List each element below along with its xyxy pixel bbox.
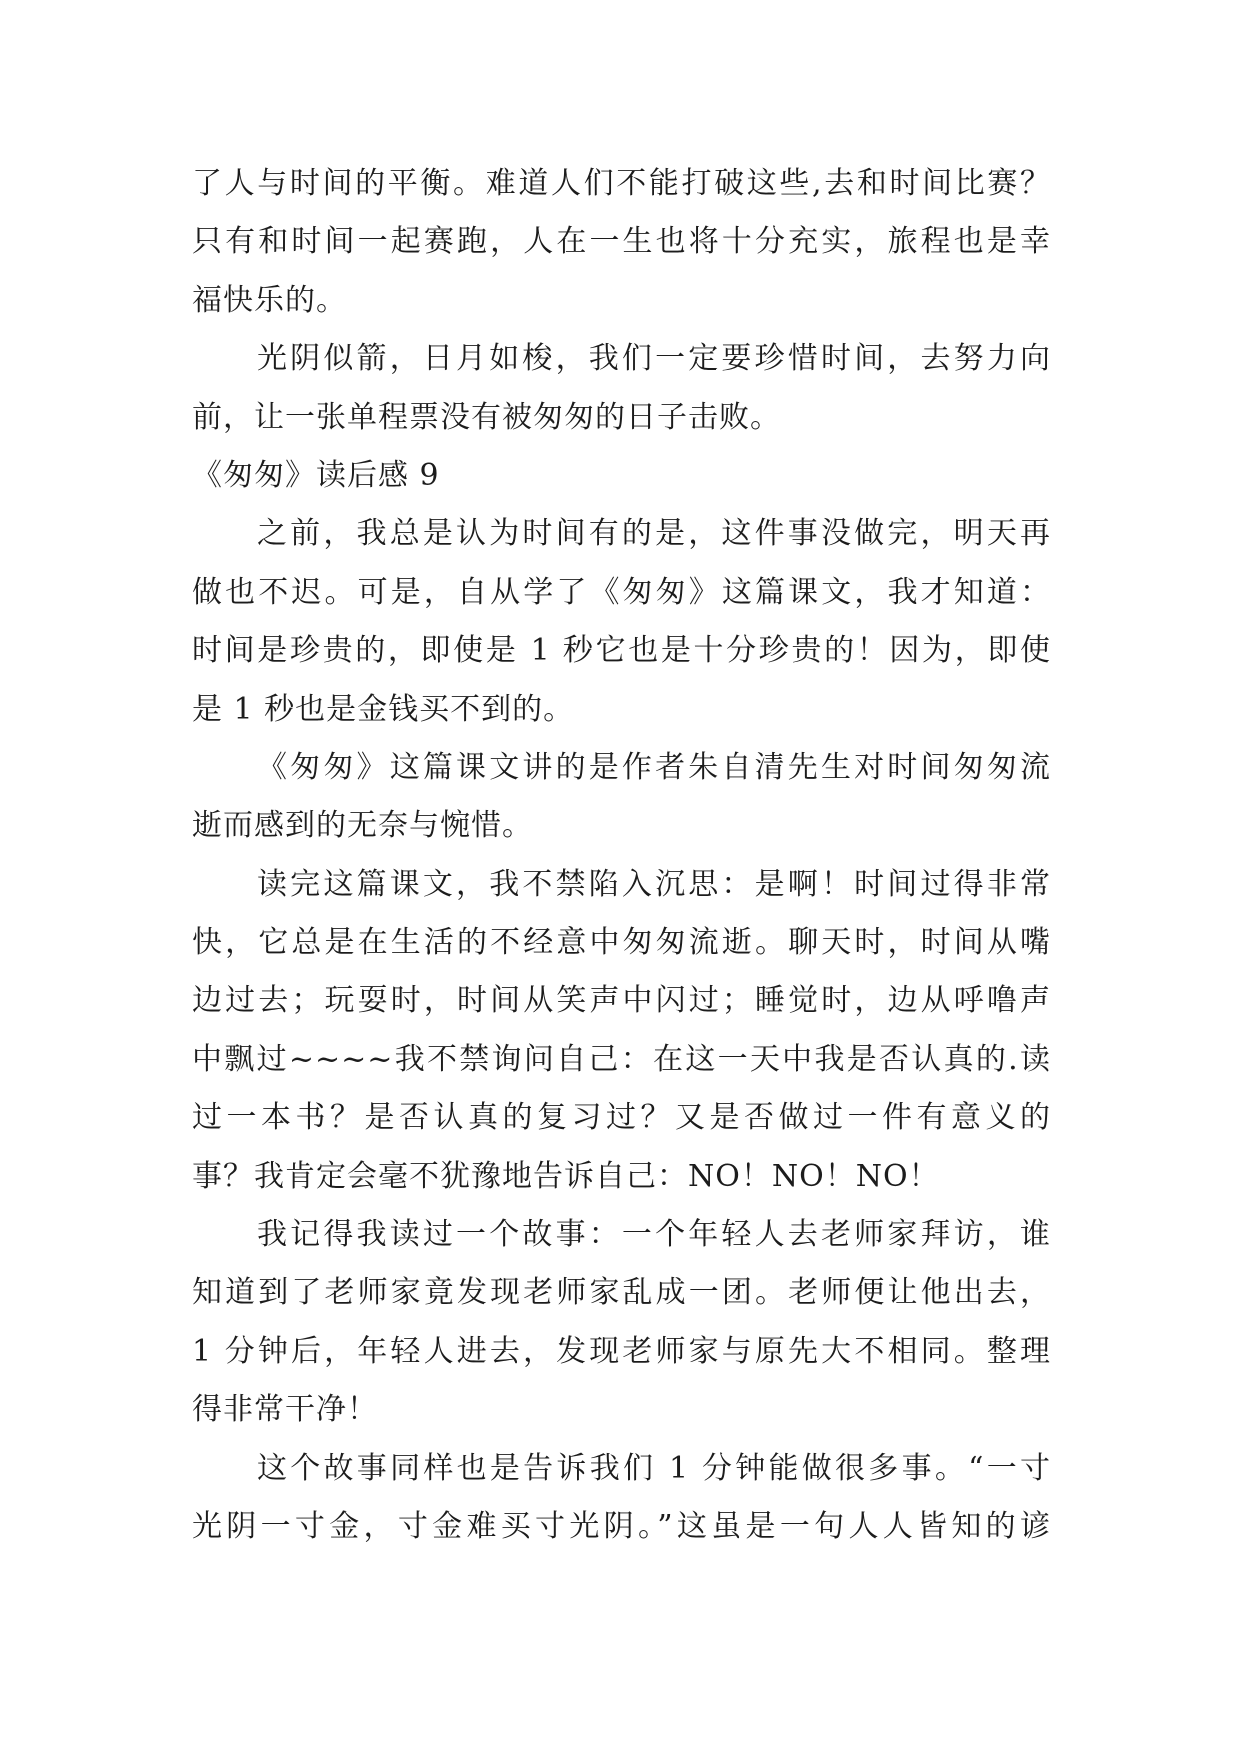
- paragraph: [192, 739, 1051, 856]
- text-line: 做也不迟。可是，自从学了《匆匆》这篇课文，我才知道：: [192, 574, 1051, 610]
- text-line: 我记得我读过一个故事：一个年轻人去老师家拜访，谁: [257, 1217, 1051, 1253]
- text-line: 这个故事同样也是告诉我们 1 分钟能做很多事。“一寸: [257, 1450, 1051, 1486]
- text-line: 知道到了老师家竟发现老师家乱成一团。老师便让他出去，: [192, 1275, 1051, 1311]
- text-line: 1 分钟后，年轻人进去，发现老师家与原先大不相同。整理: [192, 1333, 1051, 1369]
- paragraph: [192, 505, 1051, 739]
- text-line: 事？我肯定会毫不犹豫地告诉自己：NO！NO！NO！: [192, 1158, 940, 1194]
- text-line: 之前，我总是认为时间有的是，这件事没做完，明天再: [257, 516, 1051, 552]
- text-line: 只有和时间一起赛跑，人在一生也将十分充实，旅程也是幸: [192, 224, 1051, 260]
- text-line: 快，它总是在生活的不经意中匆匆流逝。聊天时，时间从嘴: [192, 925, 1051, 961]
- text-line: 逝而感到的无奈与惋惜。: [192, 808, 533, 844]
- document-page: [192, 155, 1051, 1556]
- paragraph: [192, 1206, 1051, 1440]
- text-line: 得非常干净！: [192, 1392, 378, 1428]
- text-line: 《匆匆》这篇课文讲的是作者朱自清先生对时间匆匆流: [257, 749, 1051, 785]
- text-line: 是 1 秒也是金钱买不到的。: [192, 691, 575, 727]
- text-line: 中飘过~~~~我不禁询问自己：在这一天中我是否认真的.读: [192, 1041, 1051, 1077]
- text-line: 福快乐的。: [192, 282, 347, 318]
- text-line: 读完这篇课文，我不禁陷入沉思：是啊！时间过得非常: [257, 866, 1051, 902]
- text-line: 时间是珍贵的，即使是 1 秒它也是十分珍贵的！因为，即使: [192, 633, 1051, 669]
- text-line: 光阴一寸金，寸金难买寸光阴。”这虽是一句人人皆知的谚: [192, 1508, 1051, 1544]
- paragraph: [192, 330, 1051, 447]
- paragraph: [192, 856, 1051, 1206]
- text-line: 边过去；玩耍时，时间从笑声中闪过；睡觉时，边从呼噜声: [192, 983, 1051, 1019]
- text-line: 了人与时间的平衡。难道人们不能打破这些,去和时间比赛？: [192, 166, 1051, 201]
- text-line: 过一本书？是否认真的复习过？又是否做过一件有意义的: [192, 1100, 1051, 1136]
- section-heading: 《匆匆》读后感 9: [192, 457, 440, 493]
- text-line: 光阴似箭，日月如梭，我们一定要珍惜时间，去努力向: [257, 341, 1051, 377]
- text-line: 前，让一张单程票没有被匆匆的日子击败。: [192, 399, 781, 435]
- paragraph: [192, 155, 1051, 330]
- paragraph: [192, 1440, 1051, 1557]
